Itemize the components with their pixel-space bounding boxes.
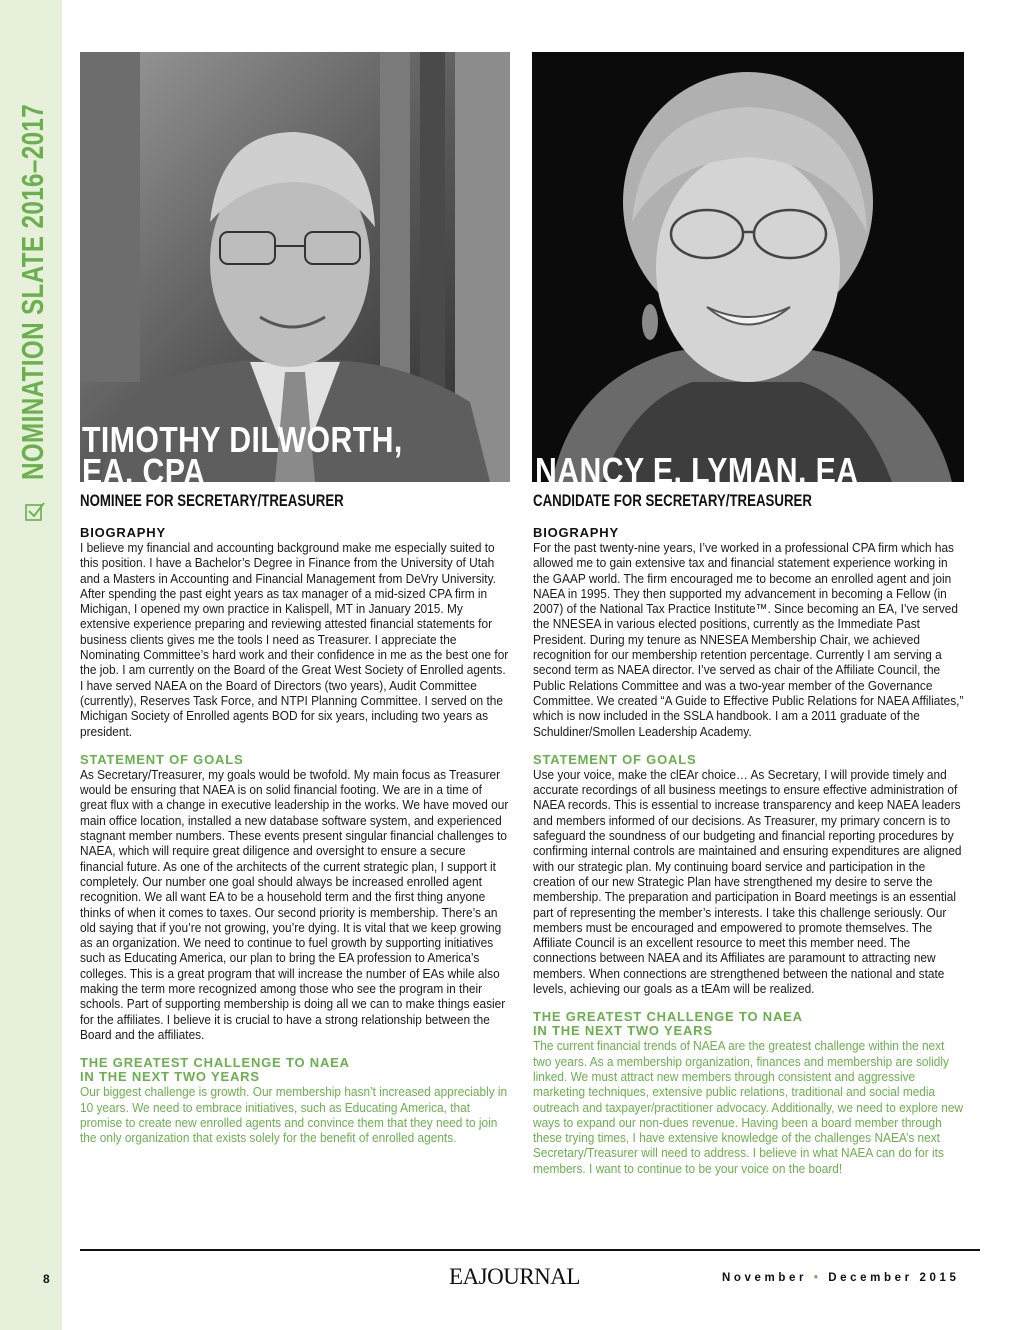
ea-journal-logo bbox=[449, 1264, 580, 1290]
challenge-text: Our biggest challenge is growth. Our membership hasn’t increased appreciably in 10 years. We need to embrace initiatives, such as Educating America, that promise to create new enrolled agents and convince them that they need to join the only organization that exists solely for the benefit of enrolled agents. bbox=[80, 1084, 508, 1146]
goals-heading: STATEMENT OF GOALS bbox=[533, 751, 697, 767]
issue-year: 2015 bbox=[919, 1272, 960, 1284]
challenge-text: The current financial trends of NAEA are the greatest challenge within the next two years. As a membership organization, finances and membership are solidly linked. We must attract new members through consistent and aggressive marketing techniques, extensive public relations, traditional and social media outreach and taxpayer/practitioner advocacy. Additionally, we need to explore new ways to expand our non-dues revenue. Having been a board member through these trying times, I have extensive knowledge of the challenges NAEA’s next Secretary/Treasurer will need to address. I believe in what NAEA can do for its members. I want to continue to be your voice on the board! bbox=[533, 1038, 964, 1176]
logo-journal: JOURNAL bbox=[478, 1264, 580, 1289]
candidate2-column bbox=[533, 526, 965, 1190]
candidate-role-timothy: NOMINEE FOR SECRETARY/TREASURER bbox=[80, 491, 344, 510]
candidate-role-nancy: CANDIDATE FOR SECRETARY/TREASURER bbox=[533, 491, 812, 510]
challenge-heading-line1: THE GREATEST CHALLENGE TO NAEA bbox=[80, 1055, 350, 1071]
portrait-man-image bbox=[80, 52, 510, 482]
candidate-photo-timothy bbox=[80, 52, 510, 482]
issue-separator: • bbox=[813, 1272, 822, 1284]
issue-date bbox=[722, 1272, 959, 1284]
candidate-photo-nancy bbox=[532, 52, 964, 482]
page-number: 8 bbox=[43, 1272, 50, 1286]
checkbox-check-icon bbox=[24, 500, 46, 522]
section-title-text: NOMINATION SLATE 2016–2017 bbox=[15, 103, 50, 480]
candidate1-column bbox=[80, 526, 510, 1159]
biography-text: I believe my financial and accounting background make me especially suited to this position. I have a Bachelor’s Degree in Finance from the University of Utah and a Masters in Accounting and Financial Management from DeVry University. After spending the past eight years as tax manager of a mid-sized CPA firm in Michigan, I opened my own practice in Kalispell, MT in January 2015. My extensive experience preparing and reviewing attested financial statements for business clients gives me the tools I need as Treasurer. I appreciate the Nominating Committee’s hard work and their confidence in me as the best one for the job. I am currently on the Board of the Great West Society of Enrolled agents. I have served NAEA on the Board of Directors (two years), Audit Committee (currently), Reserves Task Force, and NTPI Planning Committee. I served on the Michigan Society of Enrolled agents BOD for six years, including two years as president. bbox=[80, 540, 509, 739]
challenge-heading-line1: THE GREATEST CHALLENGE TO NAEA bbox=[533, 1009, 803, 1025]
logo-ea: EA bbox=[449, 1264, 479, 1289]
portrait-woman-image bbox=[532, 52, 964, 482]
name-line-2: EA, CPA bbox=[82, 451, 206, 492]
section-title bbox=[11, 40, 55, 480]
issue-month-1: November bbox=[722, 1272, 808, 1284]
biography-text: For the past twenty-nine years, I’ve worked in a professional CPA firm which has allowed me to gain extensive tax and financial statement experience working in the GAAP world. The firm encouraged me to become an enrolled agent and join NAEA in 1995. They then supported my advancement in becoming a Fellow (in 2007) of the National Tax Practice Institute™. Since becoming an EA, I’ve served the NNESEA in various elected positions, currently as the Immediate Past President. During my tenure as NNESEA Membership Chair, we achieved recognition for our membership retention percentage. Currently I am serving a second term as NAEA director. I’ve served as chair of the Affiliate Council, the Public Relations Committee and was a two-year member of the Governance Committee. We created “A Guide to Effective Public Relations for NAEA Affiliates,” which is now included in the SSLA handbook. I am a 2011 graduate of the Schuldiner/Smollen Leadership Academy. bbox=[533, 540, 964, 739]
candidate-name-nancy: NANCY E. LYMAN, EA bbox=[535, 450, 859, 491]
footer-divider bbox=[80, 1249, 980, 1251]
issue-month-2: December bbox=[828, 1272, 913, 1284]
goals-text: As Secretary/Treasurer, my goals would be twofold. My main focus as Treasurer would be ensuring that NAEA is on solid financial footing. We are in a time of great flux with a change in executive leadership in the works. We have moved our main office location, installed a new database software system, and experienced stagnant member numbers. These events present singular financial challenges to NAEA, which will require great diligence and oversight to ensure a secure financial future. As one of the architects of the current strategic plan, I support it completely. Our number one goal should always be increased enrolled agent recognition. We all want EA to be a household term and the first thing anyone thinks of when it comes to taxes. Our second priority is membership. There’s an old saying that if you’re not growing, you’re dying. It is vital that we keep growing as an organization. We need to continue to fuel growth by supporting initiatives such as Educating America, our plan to bring the EA profession to America’s colleges. This is a great program that will increase the number of EAs while also making the term more recognized among those who see the program in their schools. Part of supporting membership is doing all we can to make things easier for the affiliates. I believe it is crucial to have a strong relationship between the Board and the affiliates. bbox=[80, 766, 509, 1042]
biography-heading: BIOGRAPHY bbox=[80, 525, 166, 540]
biography-heading: BIOGRAPHY bbox=[533, 525, 619, 540]
candidate-name-timothy bbox=[82, 419, 403, 492]
challenge-heading-line2: IN THE NEXT TWO YEARS bbox=[80, 1069, 260, 1085]
goals-text: Use your voice, make the clEAr choice… As Secretary, I will provide timely and accurate recordings of all business meetings to ensure effective administration of NAEA records. This is essential to increase transparency and keep NAEA leaders and members informed of our decisions. As Treasurer, my primary concern is to safeguard the soundness of our budgeting and financial reporting procedures by confirming internal controls are maintained and ensuring expenditures are aligned with our strategic plan. My continuing board service and participation in the creation of our new Strategic Plan have strengthened my desire to serve the membership. The preparation and participation in Board meetings is an essential part of representing the member’s interests. I take this challenge seriously. Our members must be encouraged and empowered to promote themselves. The Affiliate Council is an excellent resource to meet this member need. The connections between NAEA and its Affiliates are paramount to attracting new members. When connections are strengthened between the national and state levels, achieving our goals as a tEAm will be realized. bbox=[533, 766, 962, 997]
challenge-heading-line2: IN THE NEXT TWO YEARS bbox=[533, 1023, 713, 1039]
name-line-1: TIMOTHY DILWORTH, bbox=[82, 419, 403, 460]
goals-heading: STATEMENT OF GOALS bbox=[80, 751, 244, 767]
